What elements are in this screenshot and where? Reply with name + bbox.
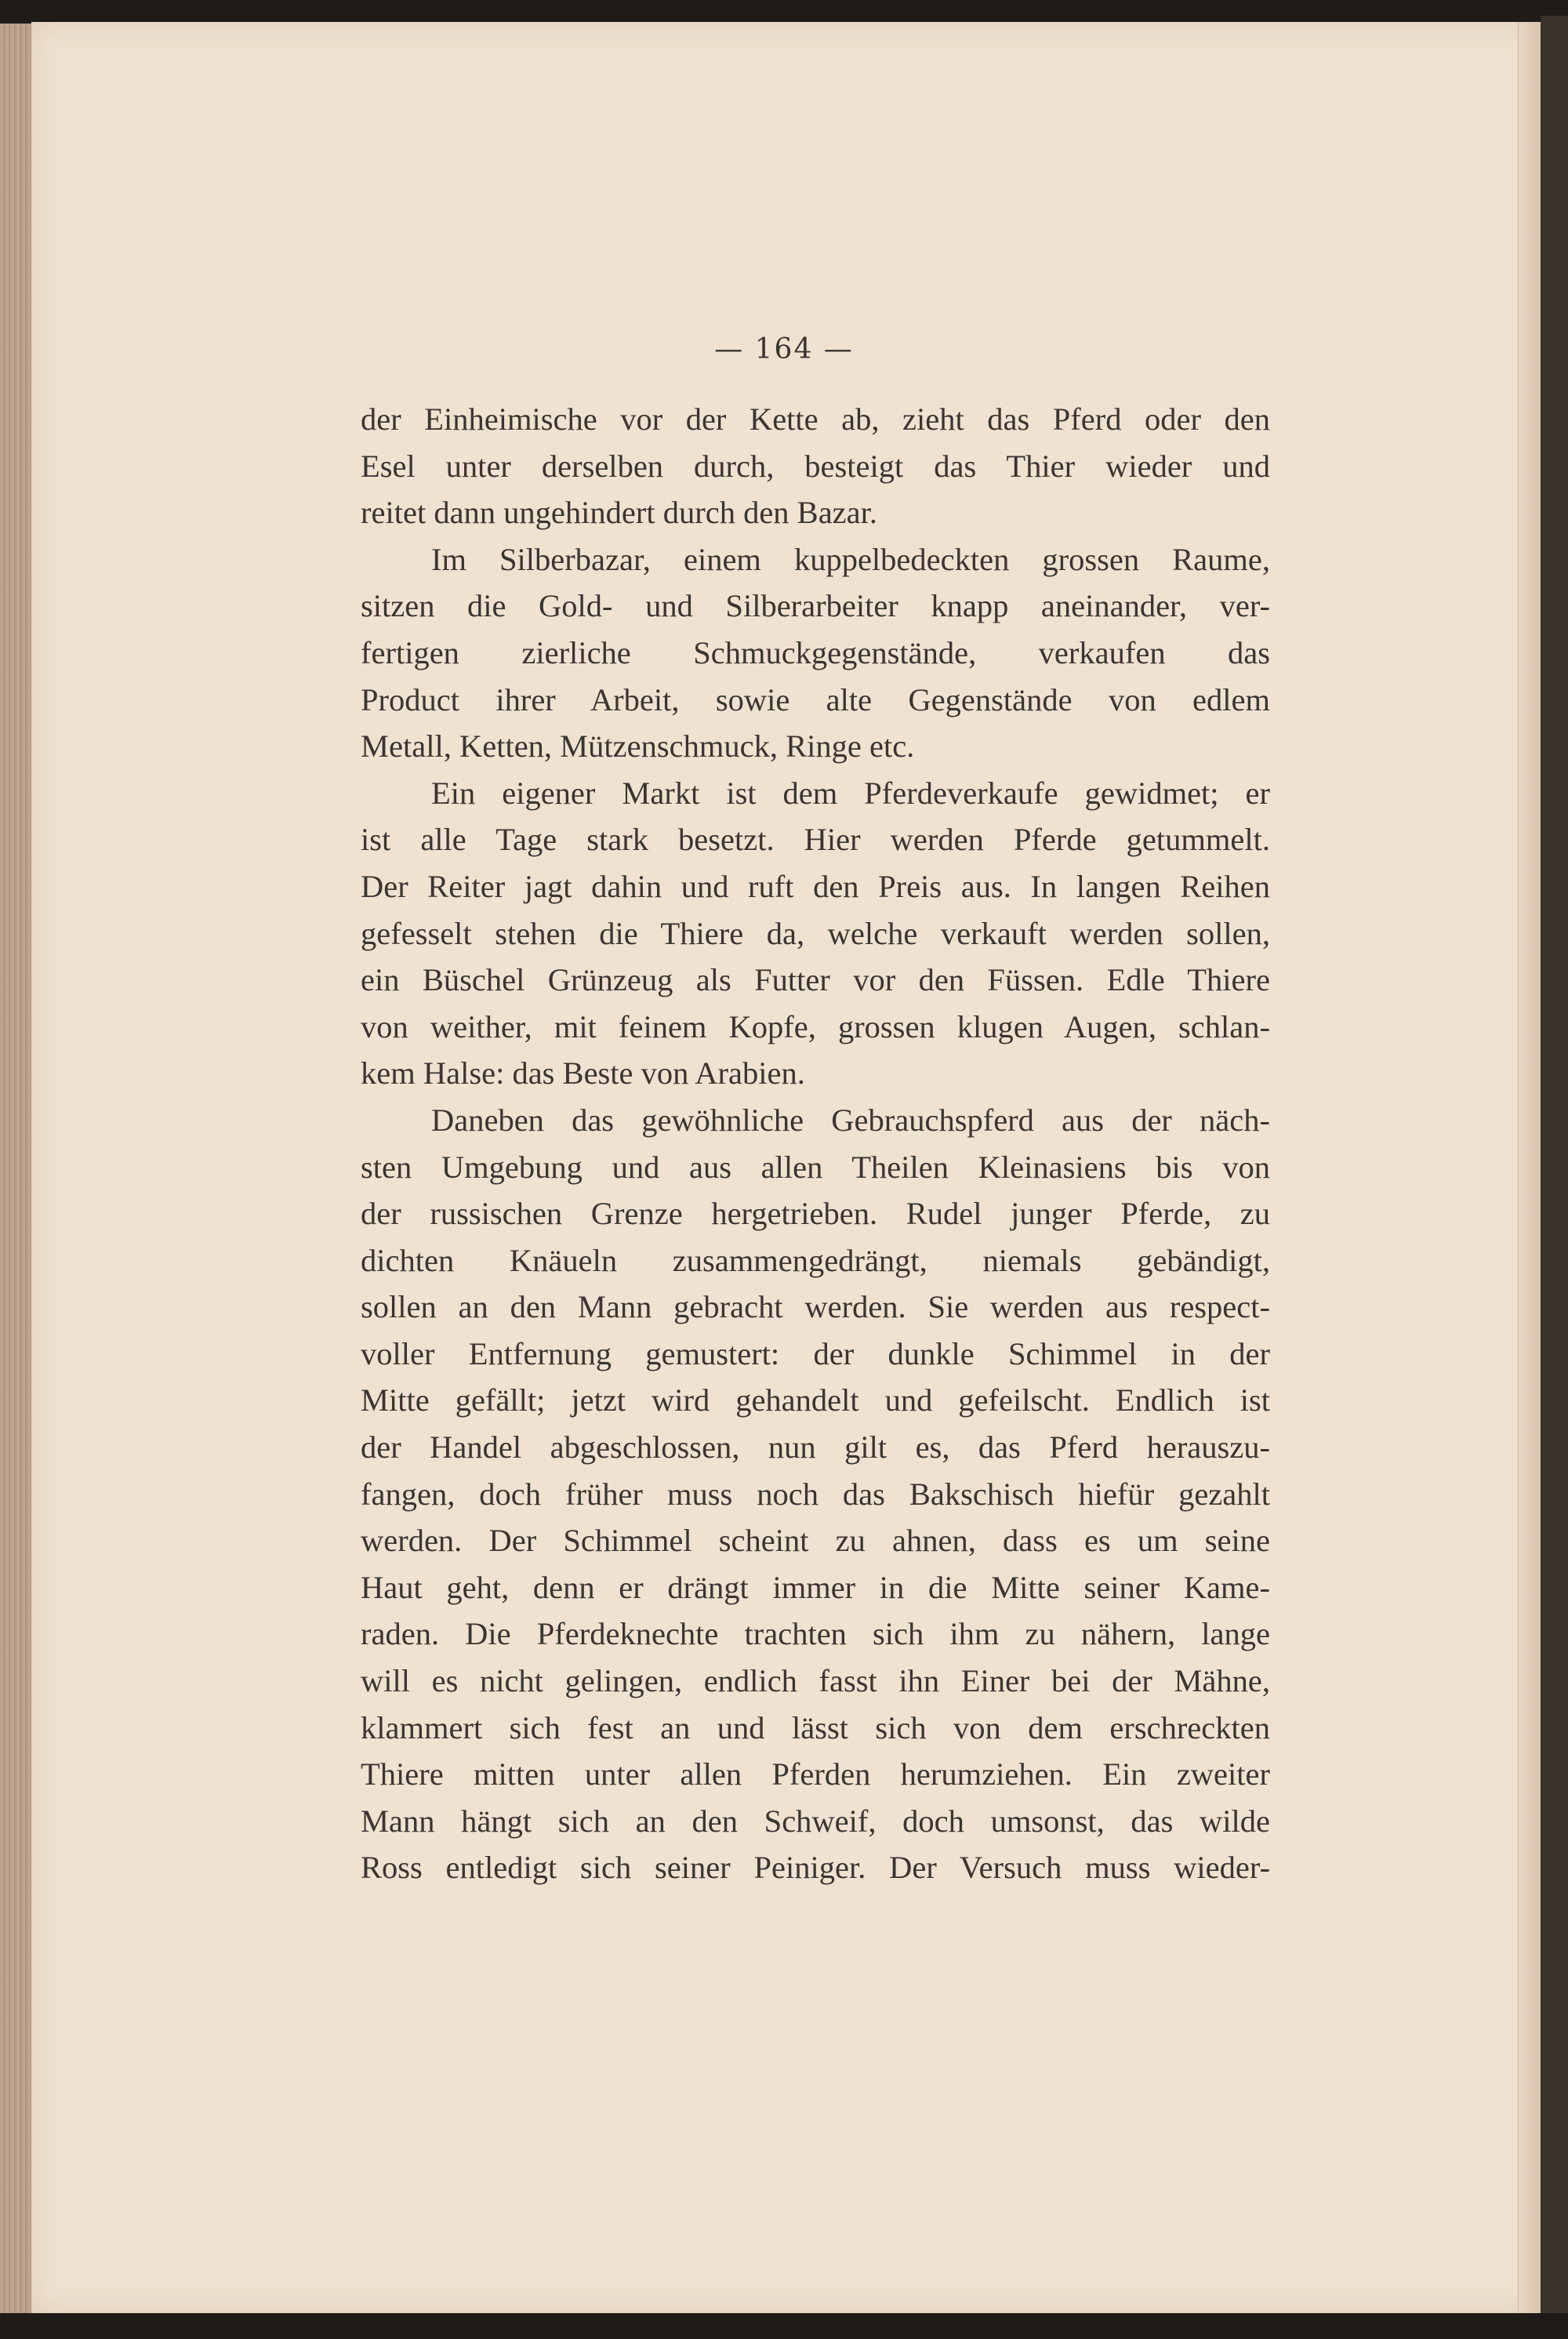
page-gutter <box>1518 22 1541 2313</box>
text-line: sitzen die Gold- und Silberarbeiter knapp aneinander, ver- <box>361 588 1270 624</box>
text-line: der russischen Grenze hergetrieben. Rudel junger Pferde, zu <box>361 1196 1270 1232</box>
text-line: Esel unter derselben durch, besteigt das Thier wieder und <box>361 448 1270 484</box>
text-line: fertigen zierliche Schmuckgegenstände, verkaufen das <box>361 634 1270 670</box>
text-line: fangen, doch früher muss noch das Bakschisch hiefür gezahlt <box>361 1476 1270 1512</box>
text-line: will es nicht gelingen, endlich fasst ihn Einer bei der Mähne, <box>361 1663 1270 1699</box>
body-text <box>361 396 1270 1891</box>
text-line: der Einheimische vor der Kette ab, zieht das Pferd oder den <box>361 401 1270 437</box>
text-line: gefesselt stehen die Thiere da, welche verkauft werden sollen, <box>361 915 1270 951</box>
text-line: Ein eigener Markt ist dem Pferdeverkaufe gewidmet; er <box>431 775 1270 811</box>
scan-bottom-border <box>0 2313 1568 2339</box>
text-line: klammert sich fest an und lässt sich von dem erschreckten <box>361 1709 1270 1745</box>
text-line: voller Entfernung gemustert: der dunkle Schimmel in der <box>361 1335 1270 1371</box>
text-line: der Handel abgeschlossen, nun gilt es, das Pferd herauszu- <box>361 1429 1270 1466</box>
text-line: reitet dann ungehindert durch den Bazar. <box>361 495 877 531</box>
text-line: dichten Knäueln zusammengedrängt, niemals gebändigt, <box>361 1242 1270 1278</box>
text-line: Haut geht, denn er drängt immer in die Mitte seiner Kame- <box>361 1569 1270 1605</box>
text-line: Der Reiter jagt dahin und ruft den Preis aus. In langen Reihen <box>361 868 1270 904</box>
text-line: ist alle Tage stark besetzt. Hier werden Pferde getummelt. <box>361 822 1270 858</box>
text-line: Product ihrer Arbeit, sowie alte Gegenstände von edlem <box>361 681 1270 717</box>
text-line: sten Umgebung und aus allen Theilen Kleinasiens bis von <box>361 1149 1270 1185</box>
text-line: Mitte gefällt; jetzt wird gehandelt und gefeilscht. Endlich ist <box>361 1382 1270 1418</box>
scan-top-border <box>0 0 1568 24</box>
text-line: sollen an den Mann gebracht werden. Sie werden aus respect- <box>361 1289 1270 1325</box>
text-line: werden. Der Schimmel scheint zu ahnen, dass es um seine <box>361 1523 1270 1559</box>
text-line: Daneben das gewöhnliche Gebrauchspferd aus der näch- <box>431 1102 1270 1138</box>
text-line: Thiere mitten unter allen Pferden herumziehen. Ein zweiter <box>361 1756 1270 1792</box>
text-line: von weither, mit feinem Kopfe, grossen klugen Augen, schlan- <box>361 1008 1270 1044</box>
text-line: ein Büschel Grünzeug als Futter vor den Füssen. Edle Thiere <box>361 962 1270 998</box>
text-line: Metall, Ketten, Mützenschmuck, Ringe etc. <box>361 728 915 765</box>
page-number: — 164 — <box>714 333 854 365</box>
text-line: Im Silberbazar, einem kuppelbedeckten grossen Raume, <box>431 541 1270 577</box>
text-line: Ross entledigt sich seiner Peiniger. Der Versuch muss wieder- <box>361 1850 1270 1886</box>
text-line: raden. Die Pferdeknechte trachten sich ihm zu nähern, lange <box>361 1616 1270 1652</box>
text-line: kem Halse: das Beste von Arabien. <box>361 1055 805 1091</box>
text-line: Mann hängt sich an den Schweif, doch umsonst, das wilde <box>361 1803 1270 1839</box>
